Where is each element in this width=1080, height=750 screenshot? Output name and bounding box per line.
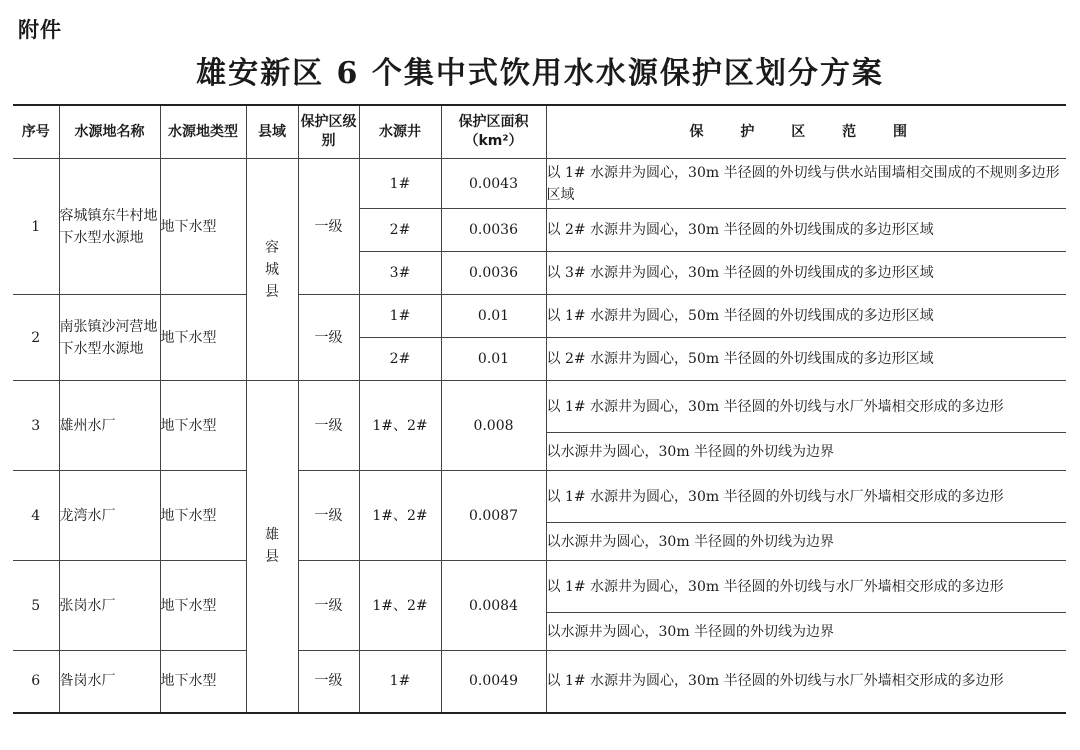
col-header-seq: 序号	[13, 105, 59, 159]
cell-name: 张岗水厂	[59, 561, 160, 651]
table-row	[13, 561, 1066, 613]
county-label: 雄县	[265, 527, 279, 566]
cell-type: 地下水型	[160, 651, 246, 713]
cell-scope: 以 1# 水源井为圆心，30m 半径圆的外切线与水厂外墙相交形成的多边形	[546, 381, 1066, 433]
col-header-county: 县域	[246, 105, 298, 159]
cell-type: 地下水型	[160, 159, 246, 295]
cell-area: 0.01	[441, 295, 546, 338]
cell-scope: 以 1# 水源井为圆心，30m 半径圆的外切线与供水站围墙相交围成的不规则多边形区域	[546, 159, 1066, 209]
col-header-type: 水源地类型	[160, 105, 246, 159]
table-header-row	[13, 105, 1066, 159]
cell-name: 龙湾水厂	[59, 471, 160, 561]
cell-county-rongcheng	[246, 159, 298, 381]
cell-area: 0.01	[441, 338, 546, 381]
cell-scope: 以 1# 水源井为圆心，30m 半径圆的外切线与水厂外墙相交形成的多边形	[546, 561, 1066, 613]
cell-area: 0.0036	[441, 252, 546, 295]
cell-well: 1#	[359, 159, 441, 209]
cell-seq: 2	[13, 295, 59, 381]
cell-well: 2#	[359, 338, 441, 381]
cell-name: 南张镇沙河营地下水型水源地	[59, 295, 160, 381]
attachment-label: 附件	[18, 18, 62, 42]
table-row	[13, 651, 1066, 713]
cell-type: 地下水型	[160, 295, 246, 381]
col-header-wells: 水源井	[359, 105, 441, 159]
cell-well: 1#、2#	[359, 561, 441, 651]
cell-area: 0.0043	[441, 159, 546, 209]
cell-scope: 以 2# 水源井为圆心，50m 半径圆的外切线围成的多边形区域	[546, 338, 1066, 381]
cell-name: 容城镇东牛村地下水型水源地	[59, 159, 160, 295]
cell-well: 1#、2#	[359, 381, 441, 471]
col-header-level: 保护区级别	[298, 105, 359, 159]
cell-seq: 3	[13, 381, 59, 471]
col-header-scope: 保 护 区 范 围	[546, 105, 1066, 159]
table-row	[13, 471, 1066, 523]
cell-scope: 以水源井为圆心，30m 半径圆的外切线为边界	[546, 523, 1066, 561]
cell-scope: 以 1# 水源井为圆心，30m 半径圆的外切线与水厂外墙相交形成的多边形	[546, 471, 1066, 523]
cell-level: 一级	[298, 561, 359, 651]
table-row	[13, 295, 1066, 338]
cell-seq: 1	[13, 159, 59, 295]
cell-scope: 以 1# 水源井为圆心，30m 半径圆的外切线与水厂外墙相交形成的多边形	[546, 651, 1066, 713]
cell-well: 3#	[359, 252, 441, 295]
cell-type: 地下水型	[160, 561, 246, 651]
cell-area: 0.0049	[441, 651, 546, 713]
county-label: 容城县	[265, 239, 279, 300]
cell-name: 昝岗水厂	[59, 651, 160, 713]
cell-seq: 4	[13, 471, 59, 561]
cell-area: 0.0084	[441, 561, 546, 651]
cell-level: 一级	[298, 381, 359, 471]
protection-zone-table	[13, 104, 1066, 714]
cell-well: 1#、2#	[359, 471, 441, 561]
page-title: 雄安新区 6 个集中式饮用水水源保护区划分方案	[196, 56, 884, 91]
cell-scope: 以 2# 水源井为圆心，30m 半径圆的外切线围成的多边形区域	[546, 209, 1066, 252]
cell-type: 地下水型	[160, 471, 246, 561]
cell-area: 0.008	[441, 381, 546, 471]
cell-county-xiong	[246, 381, 298, 713]
cell-scope: 以水源井为圆心，30m 半径圆的外切线为边界	[546, 433, 1066, 471]
cell-name: 雄州水厂	[59, 381, 160, 471]
cell-well: 1#	[359, 295, 441, 338]
col-header-name: 水源地名称	[59, 105, 160, 159]
cell-area: 0.0087	[441, 471, 546, 561]
cell-seq: 5	[13, 561, 59, 651]
cell-well: 1#	[359, 651, 441, 713]
cell-area: 0.0036	[441, 209, 546, 252]
cell-seq: 6	[13, 651, 59, 713]
cell-scope: 以水源井为圆心，30m 半径圆的外切线为边界	[546, 613, 1066, 651]
table-row	[13, 159, 1066, 209]
cell-level: 一级	[298, 651, 359, 713]
cell-level: 一级	[298, 159, 359, 295]
cell-level: 一级	[298, 295, 359, 381]
cell-well: 2#	[359, 209, 441, 252]
cell-scope: 以 3# 水源井为圆心，30m 半径圆的外切线围成的多边形区域	[546, 252, 1066, 295]
cell-scope: 以 1# 水源井为圆心，50m 半径圆的外切线围成的多边形区域	[546, 295, 1066, 338]
col-header-area: 保护区面积（km²）	[441, 105, 546, 159]
table-row	[13, 381, 1066, 433]
cell-level: 一级	[298, 471, 359, 561]
cell-type: 地下水型	[160, 381, 246, 471]
